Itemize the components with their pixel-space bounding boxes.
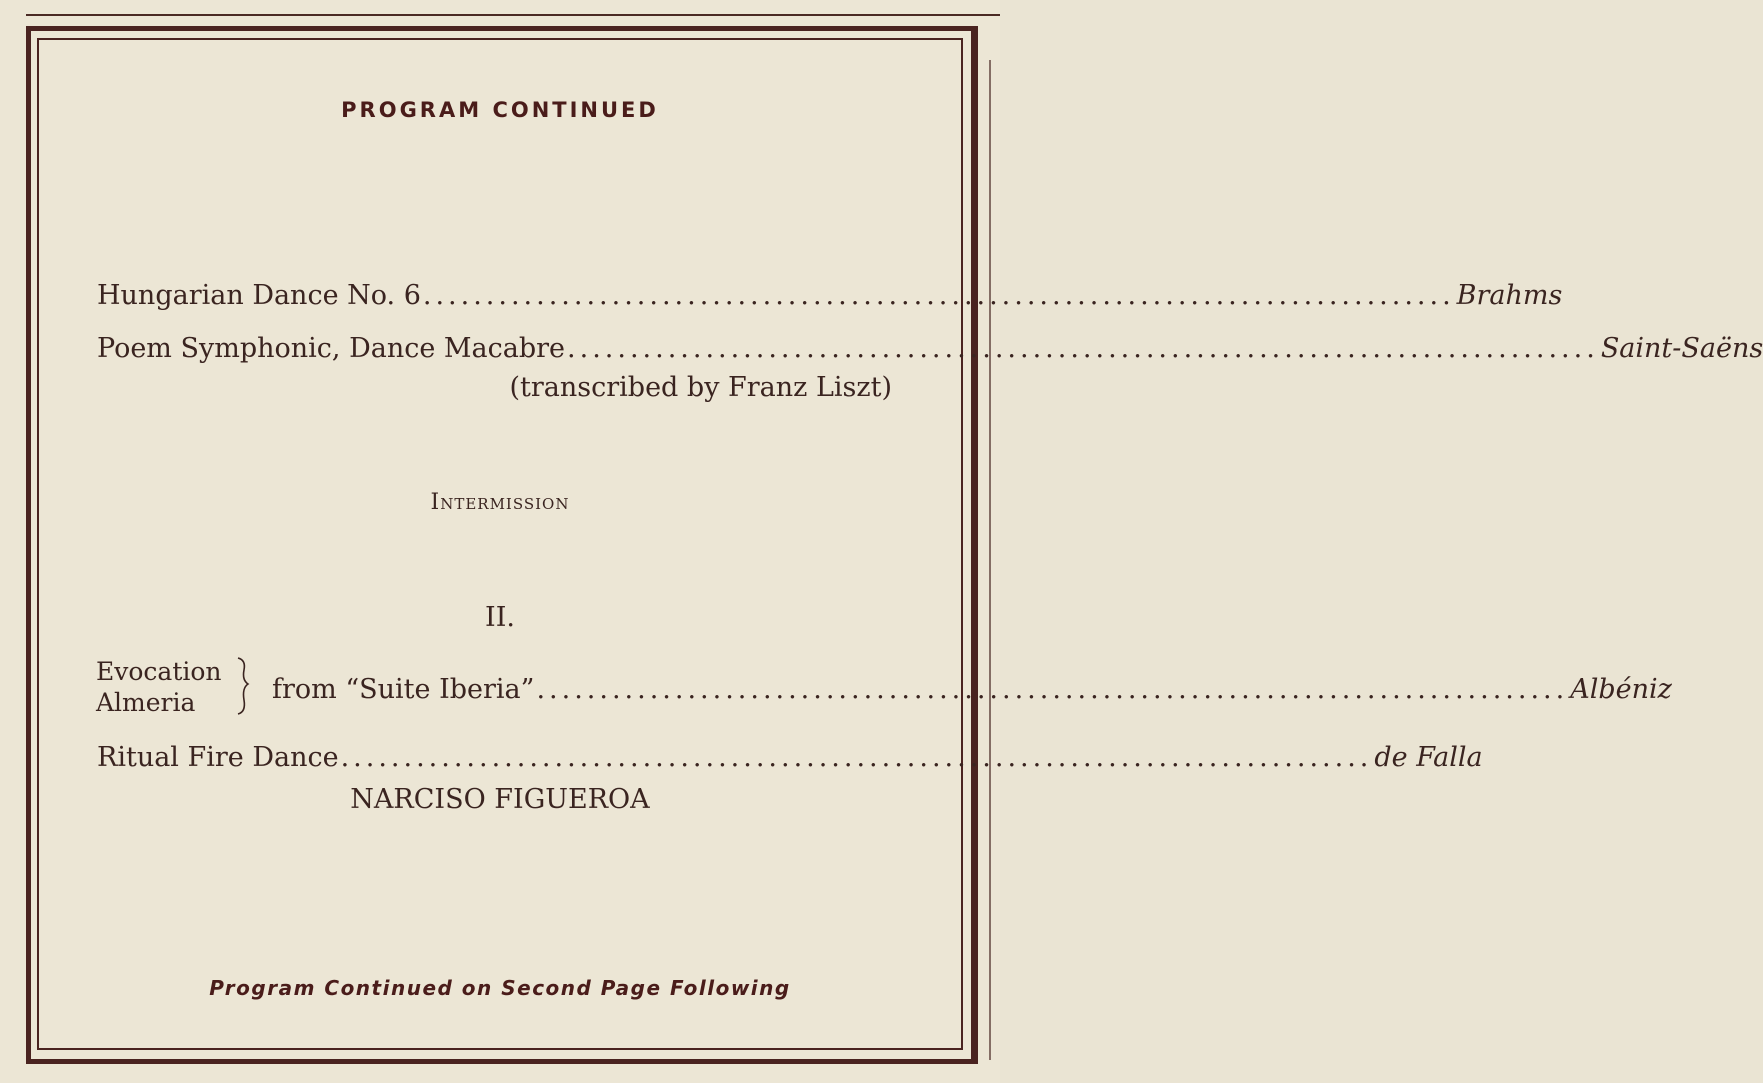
transcription-note: (transcribed by Franz Liszt) bbox=[509, 372, 892, 403]
composer-name: Brahms bbox=[1456, 280, 1563, 311]
composer-name: Albéniz bbox=[1570, 674, 1672, 705]
performer-name: NARCISO FIGUEROA bbox=[350, 784, 650, 815]
work-title: Hungarian Dance No. 6 bbox=[97, 280, 421, 311]
inner-border-frame bbox=[37, 38, 963, 1050]
dot-leader: .................................................................................. bbox=[340, 742, 1373, 773]
composer-name: de Falla bbox=[1374, 742, 1483, 773]
group-title: Evocation bbox=[96, 657, 222, 686]
program-entry bbox=[97, 742, 1483, 773]
page-edge-rule bbox=[989, 60, 991, 1060]
work-title: Ritual Fire Dance bbox=[97, 742, 339, 773]
program-entry bbox=[272, 674, 1672, 705]
group-title: Almeria bbox=[96, 688, 196, 717]
part-numeral: II. bbox=[485, 602, 515, 633]
intermission-label: Intermission bbox=[430, 490, 570, 515]
dot-leader: .................................................................................. bbox=[422, 280, 1455, 311]
composer-name: Saint-Saëns bbox=[1600, 333, 1763, 364]
top-rule bbox=[26, 14, 1000, 16]
work-title: Poem Symphonic, Dance Macabre bbox=[97, 333, 566, 364]
work-source: from “Suite Iberia” bbox=[272, 674, 535, 705]
grouped-titles bbox=[96, 656, 222, 718]
dot-leader: .................................................................................. bbox=[536, 674, 1569, 705]
program-entry bbox=[97, 280, 1563, 311]
continuation-footer: Program Continued on Second Page Following bbox=[209, 976, 791, 1000]
page-heading: PROGRAM CONTINUED bbox=[341, 98, 659, 122]
brace-icon bbox=[234, 656, 250, 716]
dot-leader: .................................................................................. bbox=[567, 333, 1599, 364]
program-entry bbox=[97, 333, 1763, 364]
